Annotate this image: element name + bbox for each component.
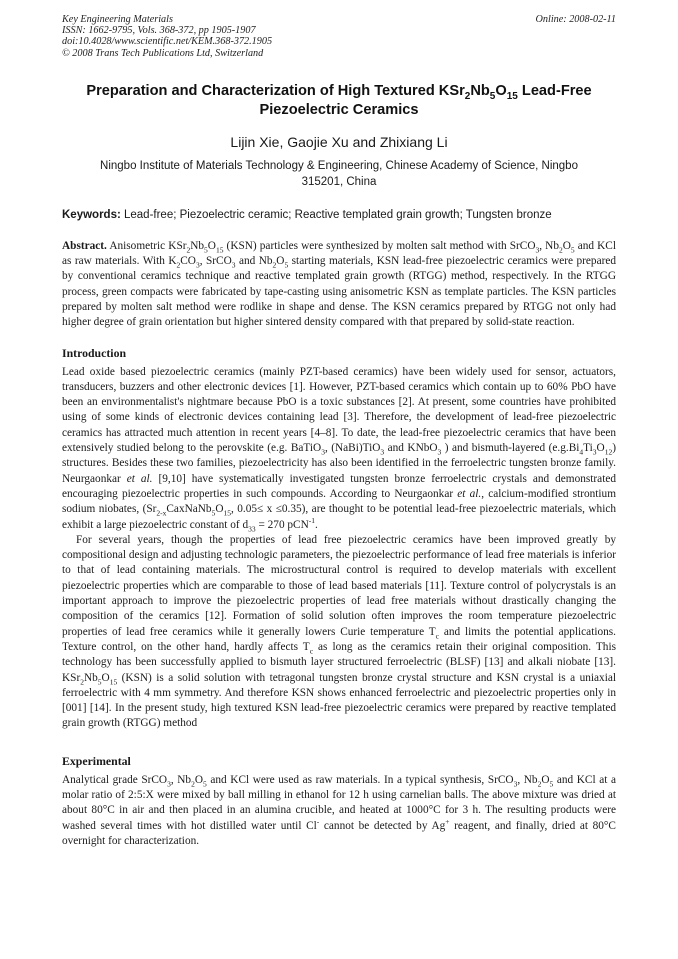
paper-page — [62, 14, 616, 849]
journal-name: Key Engineering Materials — [62, 14, 173, 25]
keywords — [62, 208, 616, 223]
introduction-paragraph: For several years, though the properties of lead free piezoelectric ceramics have been improved greatly by compositional design and adjusting technologic parameters, the piezoelectric performance of lead free materials is inferior to that of lead containing materials. The microstructural control is required to develop materials with excellent piezoelectric properties which are comparable to those of lead based materials [11]. Texture control of polycrystals is an important approach to improve the piezoelectric properties of lead free materials without drastically changing the composition of the ceramics [12]. Formation of solid solution often improves the room temperature piezoelectric properties of lead free ceramics while it generally lowers Curie temperature $T_c$ and limits the potential applications. Texture control, on the other hand, hardly affects $T_c$ as long as the ceramics retain their original composition. This technology has been successfully applied to bismuth layer structured ferroelectric (BLSF) [13] and alkali niobate [13]. $KSr_2Nb_5O_{15}$ (KSN) is a solid solution with tetragonal tungsten bronze crystal structure and KSN crystal is a uniaxial ferroelectric with 4 mm symmetry. And therefore KSN shows enhanced ferroelectric and piezoelectric properties only in [001] [14]. In the present study, high textured KSN lead-free piezoelectric ceramics were prepared by reactive templated grain growth (RTGG) method — [62, 533, 616, 730]
paper-title: Preparation and Characterization of High Textured $KSr_2Nb_5O_{15}$ Lead-Free Piezoelectric Ceramics — [86, 82, 592, 118]
journal-doi: doi:10.4028/www.scientific.net/KEM.368-372.1905 — [62, 36, 273, 48]
journal-copyright: © 2008 Trans Tech Publications Ltd, Switzerland — [62, 47, 264, 59]
experimental-paragraph: Analytical grade SrCO$_3$, $Nb_2O_5$ and KCl were used as raw materials. In a typical synthesis, SrCO$_3$, $Nb_2O_5$ and KCl at a molar ratio of 2:5:X were mixed by ball milling in ethanol for 12 h using carnelian balls. The above mixture was dried at about 80°C in air and then placed in an alumina crucible, and heated at 1000°C for 3 h. The resulting products were washed several times with hot distilled water until Cl- cannot be detected by Ag+ reagent, and finally, dried at 80°C overnight for characterization. — [62, 773, 616, 847]
journal-issn: ISSN: 1662-9795, Vols. 368-372, pp 1905-1907 — [62, 25, 256, 37]
keywords-label: Keywords: — [62, 208, 121, 221]
paper-authors: Lijin Xie, Gaojie Xu and Zhixiang Li — [230, 133, 448, 150]
introduction-heading: Introduction — [62, 345, 127, 360]
online-date: Online: 2008-02-11 — [535, 14, 616, 25]
journal-header — [62, 14, 616, 59]
abstract-label: Abstract. — [62, 239, 107, 252]
introduction-paragraph: Lead oxide based piezoelectric ceramics (mainly PZT-based ceramics) have been widely used for sensor, actuators, transducers, buzzers and other electronic devices [1]. However, PZT-based ceramics which contain up to 60% PbO have been an environmentalist's nightmare because PbO is a toxic substances [2]. At present, some countries have prohibited using of some kinds of electronic devices containing lead [3]. Therefore, the development of lead-free piezoelectric ceramics has attracted much attention in recent years [4–8]. To date, the lead-free piezoelectric ceramics that have been extensively studied belong to the perovskite (e.g. BaTiO$_3$, (NaBi)TiO$_3$ and KNbO$_3$ ) and bismuth-layered $(e.g.Bi_4Ti_3O_{12})$ structures. Besides these two families, piezoelectricity has also been identified in the ferroelectric tungsten bronze family. Neurgaonkar et al. [9,10] have systematically investigated tungsten bronze ferroelectric crystals and demonstrated encouraging piezoelectric properties in such compounds. According to Neurgaonkar et al., calcium-modified strontium sodium niobates, ($Sr_{2-x}CaxNaNb_5O_{15}$, 0.05≤ x ≤0.35), are thought to be potential lead-free piezoelectric materials, which exhibit a large piezoelectric constant of $d_{33} = 270$ pCN$^{-1}$. — [62, 365, 617, 533]
experimental-heading: Experimental — [62, 753, 131, 768]
abstract: Abstract. Anisometric $KSr_2Nb_5O_{15}$ (KSN) particles were synthesized by molten salt method with SrCO$_3$, $Nb_2O_5$ and KCl as raw materials. With $K_2CO_3$, SrCO$_3$ and $Nb_2O_5$ starting materials, KSN lead-free piezoelectric ceramics were prepared by conventional ceramics technique and reactive templated grain growth (RTGG) method, respectively. In the RTGG process, green compacts were fabricated by tape-casting using anisometric KSN as template particles. The KSN particles prepared by molten salt method were rodlike in shape and dense. The KSN ceramics prepared by RTGG not only had higher degree of grain orientation but higher sintered density compared with that prepared by solid-state reaction. — [62, 239, 617, 329]
author-affiliation: Ningbo Institute of Materials Technology & Engineering, Chinese Academy of Science, Ningbo 315201, China — [100, 159, 578, 188]
keywords-text: Lead-free; Piezoelectric ceramic; Reactive templated grain growth; Tungsten bronze — [124, 208, 552, 221]
